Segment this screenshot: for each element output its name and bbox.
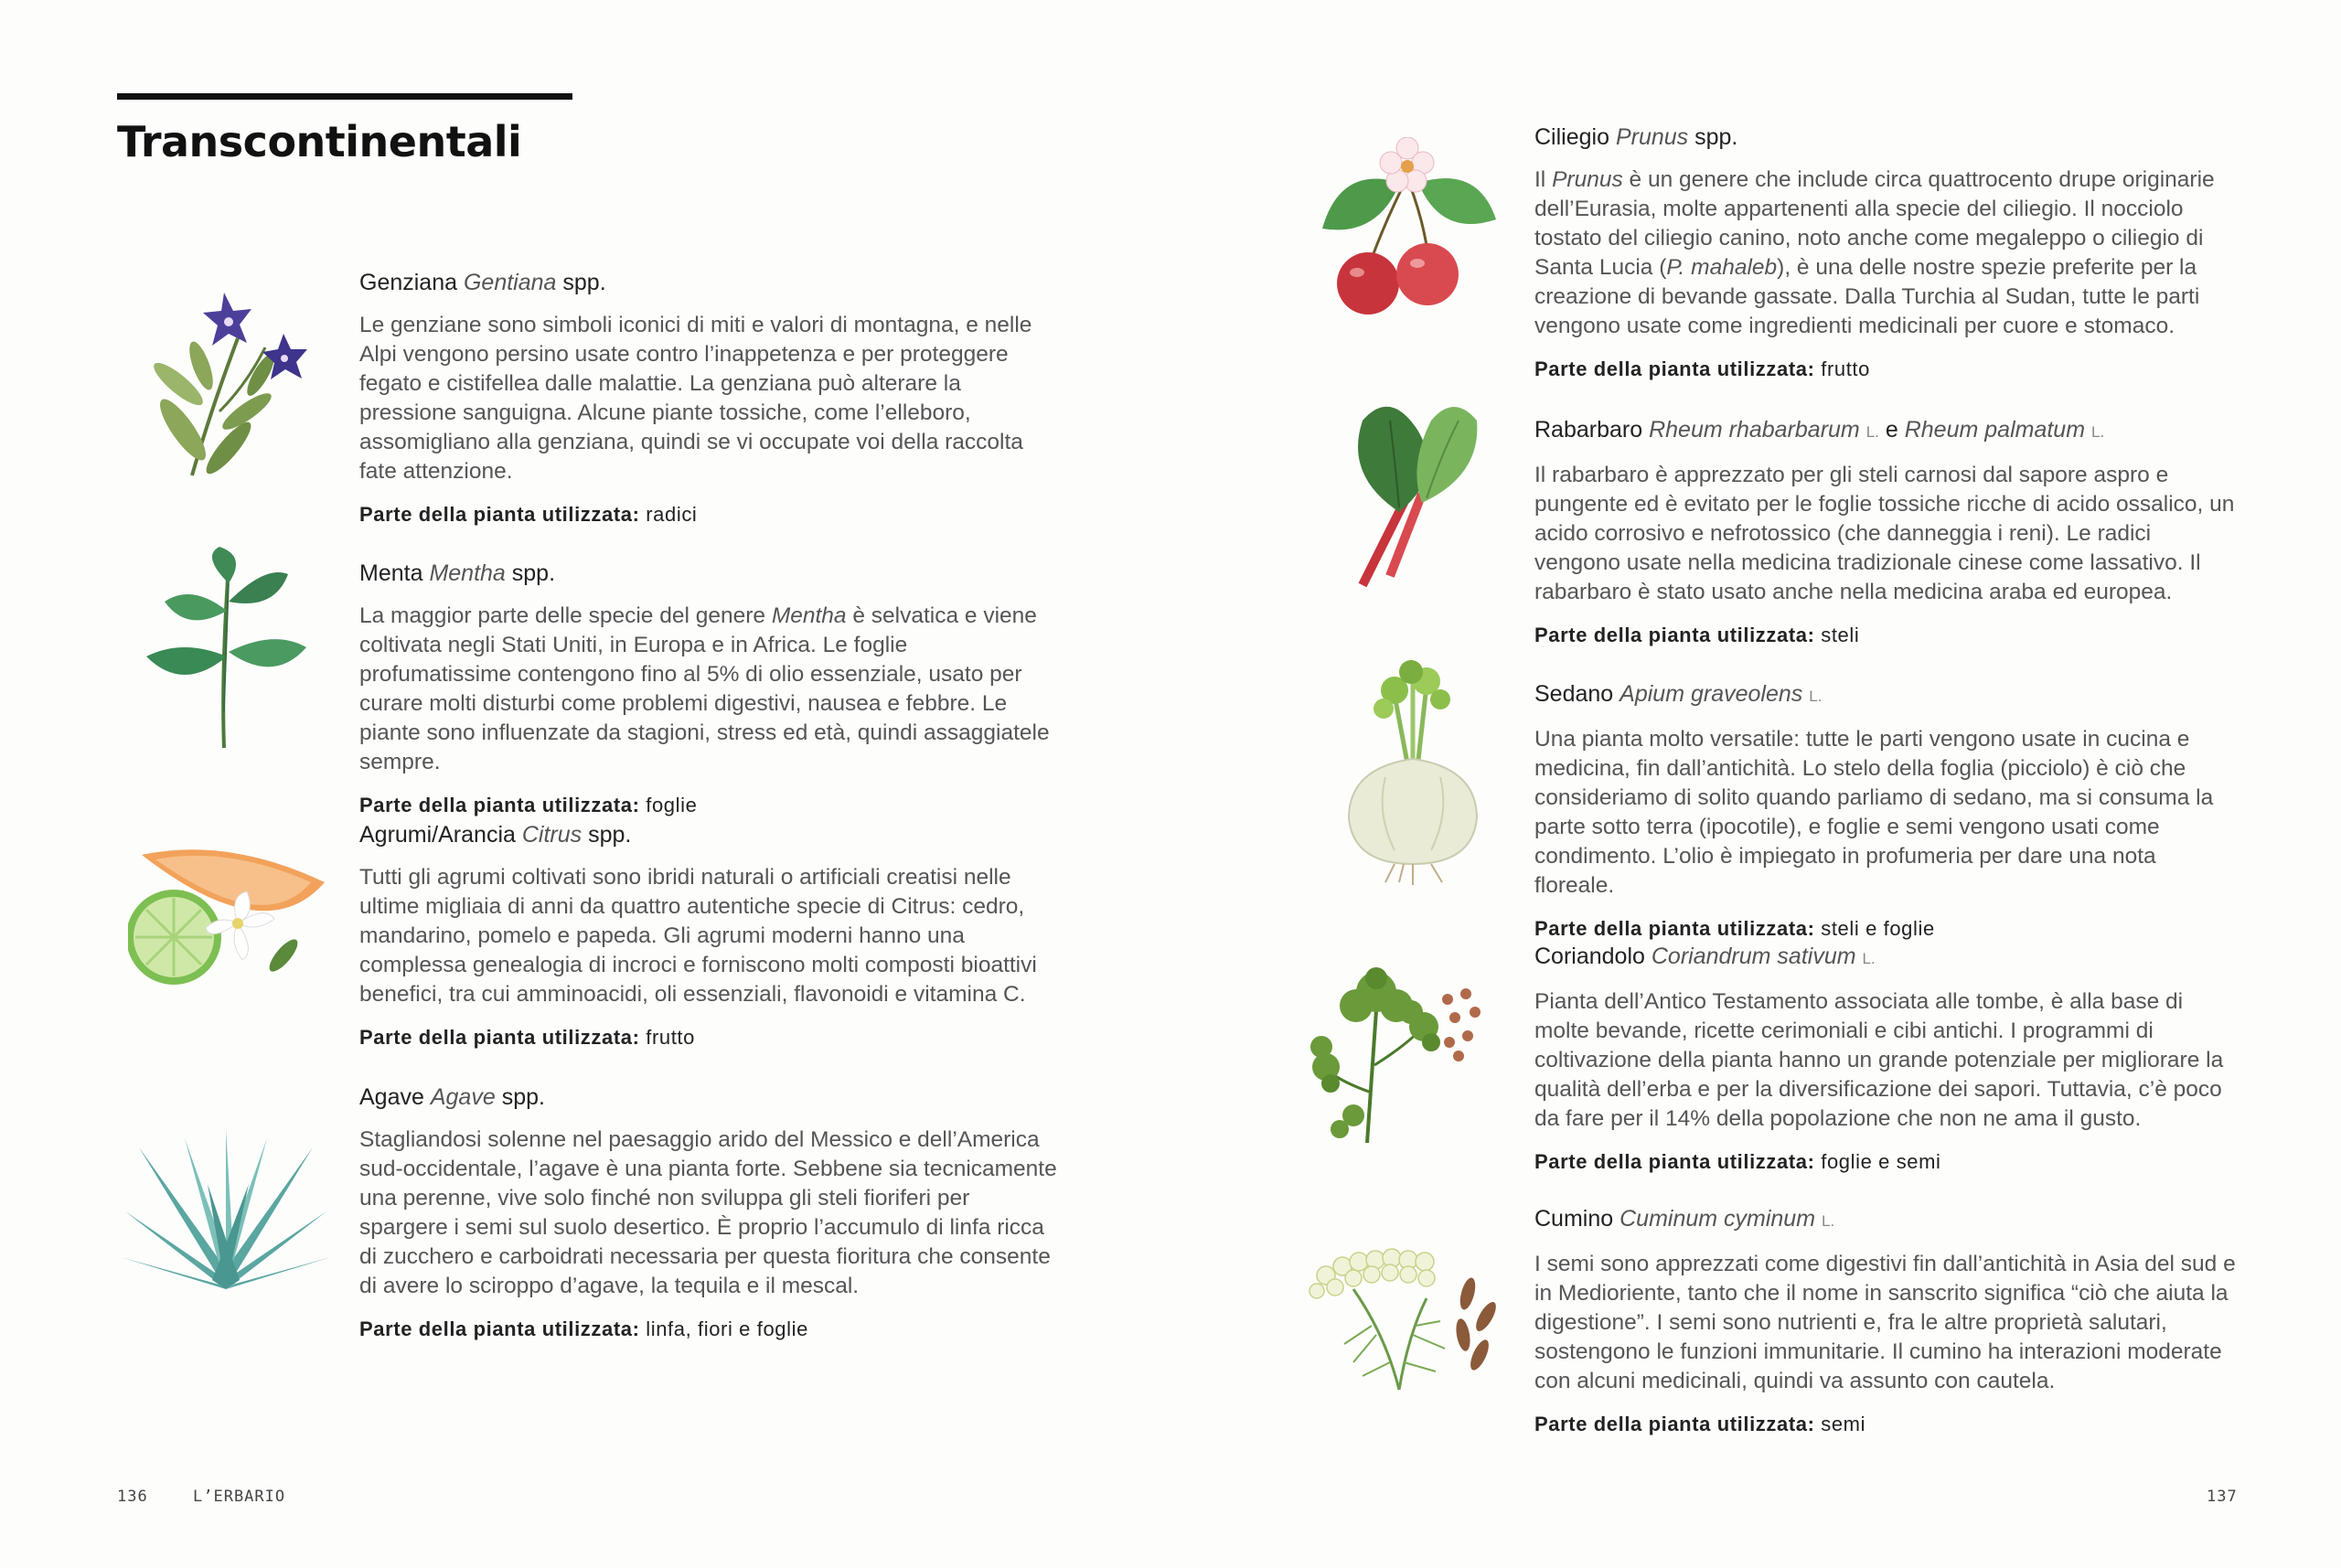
entry-cumino bbox=[1534, 1203, 2239, 1436]
desc-italic: P. mahaleb bbox=[1666, 255, 1778, 280]
entry-rabarbaro bbox=[1534, 414, 2239, 647]
plant-part bbox=[1534, 624, 2239, 647]
common-name: Coriandolo bbox=[1534, 944, 1645, 969]
scientific-name: Cuminum cyminum bbox=[1619, 1206, 1816, 1232]
plant-part bbox=[1534, 1413, 2239, 1436]
plant-part bbox=[1534, 1150, 2239, 1174]
plant-part-label: Parte della pianta utilizzata: bbox=[359, 503, 640, 526]
desc-italic: Prunus bbox=[1552, 167, 1623, 192]
desc-text: La maggior parte delle specie del genere bbox=[359, 603, 772, 628]
entry-menta bbox=[359, 558, 1064, 817]
common-name: Ciliegio bbox=[1534, 124, 1609, 150]
name-suffix: spp. bbox=[511, 560, 556, 586]
plant-part-label: Parte della pianta utilizzata: bbox=[1534, 1413, 1815, 1435]
page-number-left: 136 bbox=[117, 1488, 148, 1506]
entry-description: Stagliandosi solenne nel paesaggio arido del Messico e dell’America sud-occidentale, l’agave è una pianta forte. Sebbene sia tecnicamente una perenne, vive solo finché non sviluppa gli steli fioriferi per spargere i semi sul suolo desertico. È proprio l’accumulo di linfa ricca di zucchero e carboidrati necessaria per questa fioritura che consente di avere lo sciroppo d’agave, la tequila e il mescal. bbox=[359, 1127, 1057, 1298]
entry-agave bbox=[359, 1082, 1064, 1341]
author-abbrev: L. bbox=[2090, 423, 2105, 441]
entry-sedano bbox=[1534, 678, 2239, 941]
common-name: Cumino bbox=[1534, 1206, 1614, 1232]
name-suffix: spp. bbox=[1694, 124, 1738, 150]
entry-heading bbox=[359, 267, 1064, 298]
citrus-slices-icon bbox=[128, 841, 329, 997]
name-suffix: spp. bbox=[588, 822, 632, 848]
desc-text: è selvatica e viene coltivata negli Stati Uniti, in Europa e in Africa. Le foglie profumatissime contengono fino al 5% di olio essenziale, usato per curare molti disturbi come problemi digestivi, nausea e febbre. Le piante sono influenzate da stagioni, stress ed età, quindi assaggiatele sempre. bbox=[359, 603, 1050, 774]
agave-plant-icon bbox=[121, 1129, 331, 1294]
plant-part bbox=[359, 1026, 1064, 1050]
plant-part-label: Parte della pianta utilizzata: bbox=[1534, 1150, 1815, 1173]
running-head: L’ERBARIO bbox=[193, 1488, 286, 1506]
entry-coriandolo bbox=[1534, 941, 2239, 1174]
author-abbrev: L. bbox=[1809, 688, 1823, 705]
entry-description: Il rabarbaro è apprezzato per gli steli carnosi dal sapore aspro e pungente ed è evitato per le foglie tossiche ricche di acido ossalico, un acido corrosivo e nefrotossico (che danneggia i reni). Le radici vengono usate nella medicina tradizionale cinese come lassativo. Il rabarbaro è stato usato anche nella medicina araba ed europea. bbox=[1534, 463, 2235, 604]
entry-genziana bbox=[359, 267, 1064, 527]
plant-part-value: steli e foglie bbox=[1821, 917, 1935, 940]
entry-description: Una pianta molto versatile: tutte le parti vengono usate in cucina e medicina, fin dall’antichità. Lo stelo della foglia (picciolo) è ciò che consideriamo di solito quando parliamo di sedano, ma si consuma la parte sotto terra (ipocotile), e foglie e semi vengono usati come condimento. L’olio è impiegato in profumeria per dare una nota floreale. bbox=[1534, 727, 2214, 898]
entry-heading bbox=[359, 819, 1064, 850]
plant-part bbox=[1534, 917, 2239, 941]
entry-description: Le genziane sono simboli iconici di miti e valori di montagna, e nelle Alpi vengono persino usate contro l’inappetenza e per proteggere fegato e cistifellea dalle malattie. La genziana può alterare la pressione sanguigna. Alcune piante tossiche, come l’elleboro, assomigliano alla genziana, quindi se vi occupate voi della raccolta fate attenzione. bbox=[359, 313, 1032, 484]
scientific-name: Gentiana bbox=[463, 270, 557, 295]
author-abbrev: L. bbox=[1862, 950, 1876, 967]
plant-part-value: linfa, fiori e foglie bbox=[646, 1317, 808, 1340]
entry-heading bbox=[1534, 678, 2239, 712]
scientific-name: Rheum palmatum bbox=[1904, 417, 2086, 443]
desc-text: ), è una delle nostre spezie preferite per la creazione di bevande gassate. Dalla Turchia al Sudan, tutte le parti vengono usate come ingredienti medicinali per cuore e stomaco. bbox=[1534, 255, 2200, 338]
gentian-flower-icon bbox=[137, 274, 320, 485]
entry-agrumi bbox=[359, 819, 1064, 1050]
coriander-icon bbox=[1303, 955, 1513, 1147]
desc-text: è un genere che include circa quattrocento drupe originarie dell’Eurasia, molte appartenenti alla specie del ciliegio. Il nocciolo tostato del ciliegio canino, noto anche come megaleppo o ciliegio di Santa Lucia ( bbox=[1534, 167, 2215, 280]
plant-part bbox=[359, 503, 1064, 527]
plant-part-label: Parte della pianta utilizzata: bbox=[359, 1026, 640, 1049]
scientific-name: Prunus bbox=[1615, 124, 1689, 150]
plant-part-label: Parte della pianta utilizzata: bbox=[1534, 357, 1815, 380]
entry-heading bbox=[1534, 122, 2239, 153]
scientific-name: Mentha bbox=[429, 560, 506, 586]
plant-part bbox=[359, 1317, 1064, 1341]
plant-part-label: Parte della pianta utilizzata: bbox=[1534, 917, 1815, 940]
common-name: Agave bbox=[359, 1084, 424, 1110]
mint-sprig-icon bbox=[137, 547, 320, 757]
entry-ciliegio bbox=[1534, 122, 2239, 381]
common-name: Agrumi/Arancia bbox=[359, 822, 516, 848]
desc-text: Il bbox=[1534, 167, 1553, 192]
scientific-name: Citrus bbox=[521, 822, 583, 848]
author-abbrev: L. bbox=[1822, 1212, 1835, 1230]
entry-heading bbox=[1534, 941, 2239, 975]
plant-part-value: radici bbox=[646, 503, 698, 526]
plant-part-value: foglie e semi bbox=[1821, 1150, 1941, 1173]
scientific-name: Coriandrum sativum bbox=[1651, 944, 1856, 969]
entry-description bbox=[359, 602, 1064, 777]
plant-part-value: frutto bbox=[646, 1026, 695, 1049]
common-name: Rabarbaro bbox=[1534, 417, 1643, 443]
author-abbrev: L. bbox=[1865, 423, 1879, 441]
entry-heading bbox=[1534, 1203, 2239, 1237]
scientific-name: Agave bbox=[430, 1084, 496, 1110]
scientific-name: Rheum rhabarbarum bbox=[1649, 417, 1860, 443]
plant-part-value: steli bbox=[1821, 624, 1860, 646]
entry-heading bbox=[1534, 414, 2239, 448]
plant-part-label: Parte della pianta utilizzata: bbox=[1534, 624, 1815, 646]
plant-part-value: frutto bbox=[1821, 357, 1870, 380]
entry-heading bbox=[359, 558, 1064, 589]
entry-description: I semi sono apprezzati come digestivi fin dall’antichità in Asia del sud e in Medioriente, tanto che il nome in sanscrito significa “ciò che aiuta la digestione”. I semi sono nutrienti e, fra le altre proprietà salutari, sostengono le funzioni immunitarie. Il cumino ha interazioni moderate con alcuni medicinali, quindi va assunto con cautela. bbox=[1534, 1252, 2236, 1393]
plant-part-value: semi bbox=[1821, 1413, 1866, 1435]
desc-italic: Mentha bbox=[771, 603, 847, 628]
title-rule bbox=[117, 93, 572, 100]
common-name: Sedano bbox=[1534, 681, 1614, 707]
entry-description: Tutti gli agrumi coltivati sono ibridi naturali o artificiali creatisi nelle ultime migliaia di anni da quattro autentiche specie di Citrus: cedro, mandarino, pomelo e papeda. Gli agrumi moderni hanno una complessa genealogia di incroci e forniscono molti composti bioattivi benefici, tra cui amminoacidi, oli essenziali, flavonoidi e vitamina C. bbox=[359, 865, 1037, 1007]
entry-description: Pianta dell’Antico Testamento associata alle tombe, è alla base di molte bevande, ricette cerimoniali e cibi antichi. I programmi di coltivazione della pianta hanno un grande potenziale per migliorare la qualità dell’erba e per la diversificazione dei sapori. Tuttavia, c’è poco da fare per il 14% della popolazione che non ne ama il gusto. bbox=[1534, 989, 2224, 1131]
cumin-icon bbox=[1299, 1234, 1509, 1394]
plant-part-label: Parte della pianta utilizzata: bbox=[359, 794, 640, 816]
plant-part-label: Parte della pianta utilizzata: bbox=[359, 1317, 640, 1340]
celeriac-icon bbox=[1331, 658, 1495, 887]
name-joiner: e bbox=[1885, 417, 1898, 443]
scientific-name: Apium graveolens bbox=[1619, 681, 1803, 707]
name-suffix: spp. bbox=[501, 1084, 545, 1110]
plant-part-value: foglie bbox=[646, 794, 698, 816]
cherries-icon bbox=[1313, 137, 1505, 320]
name-suffix: spp. bbox=[562, 270, 606, 295]
page-title: Transcontinentali bbox=[117, 117, 522, 166]
entry-description bbox=[1534, 165, 2239, 341]
rhubarb-icon bbox=[1344, 393, 1491, 594]
plant-part bbox=[1534, 357, 2239, 381]
common-name: Menta bbox=[359, 560, 423, 586]
entry-heading bbox=[359, 1082, 1064, 1113]
plant-part bbox=[359, 794, 1064, 817]
page-number-right: 137 bbox=[2207, 1488, 2238, 1506]
common-name: Genziana bbox=[359, 270, 458, 295]
